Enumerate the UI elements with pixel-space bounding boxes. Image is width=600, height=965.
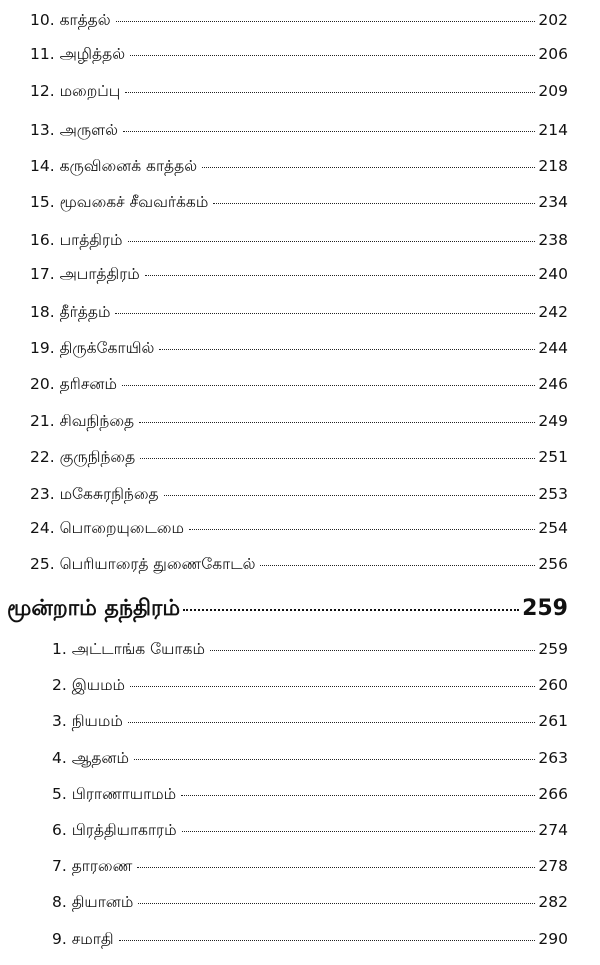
toc-entry-label: 12. மறைப்பு [30, 82, 121, 100]
dot-leader [134, 759, 535, 760]
toc-entry [52, 675, 568, 695]
toc-entry-page: 238 [538, 231, 568, 249]
dot-leader [182, 831, 536, 832]
toc-entry-label: 17. அபாத்திரம் [30, 265, 140, 283]
dot-leader [210, 650, 535, 651]
dot-leader [181, 795, 535, 796]
toc-entry-label: 2. இயமம் [52, 676, 126, 694]
toc-entry-label: 23. மகேசுரநிந்தை [30, 485, 159, 503]
toc-entry-label: 22. குருநிந்தை [30, 448, 136, 466]
toc-entry-label: 1. அட்டாங்க யோகம் [52, 640, 205, 658]
toc-entry-label: 24. பொறையுடைமை [30, 519, 184, 537]
toc-entry [52, 784, 568, 804]
toc-entry-label: 25. பெரியாரைத் துணைகோடல் [30, 555, 256, 573]
toc-entry [30, 264, 568, 284]
toc-entry-page: 234 [538, 193, 568, 211]
toc-entry [30, 44, 568, 64]
dot-leader [202, 167, 535, 168]
toc-entry-page: 282 [538, 893, 568, 911]
dot-leader [115, 313, 535, 314]
toc-entry-page: 259 [538, 640, 568, 658]
toc-entry [30, 518, 568, 538]
toc-entry-page: 209 [538, 82, 568, 100]
toc-entry-page: 260 [538, 676, 568, 694]
toc-entry-label: 8. தியானம் [52, 893, 134, 911]
dot-leader [130, 55, 535, 56]
dot-leader [123, 131, 535, 132]
dot-leader [138, 903, 535, 904]
dot-leader [128, 241, 536, 242]
toc-entry-label: 13. அருளல் [30, 121, 119, 139]
toc-entry-page: 251 [538, 448, 568, 466]
toc-entry-page: 278 [538, 857, 568, 875]
toc-entry-label: 9. சமாதி [52, 930, 114, 948]
dot-leader [130, 686, 535, 687]
toc-entry [30, 81, 568, 101]
toc-entry-label: 18. தீர்த்தம் [30, 303, 111, 321]
toc-entry-label: 15. மூவகைச் சீவவர்க்கம் [30, 193, 209, 211]
toc-entry [52, 748, 568, 768]
toc-entry-label: 5. பிராணாயாமம் [52, 785, 177, 803]
toc-entry-page: 290 [538, 930, 568, 948]
dot-leader [260, 565, 535, 566]
dot-leader [125, 92, 535, 93]
toc-entry-page: 218 [538, 157, 568, 175]
toc-entry [52, 639, 568, 659]
toc-entry [30, 411, 568, 431]
section-heading-label: மூன்றாம் தந்திரம் [7, 596, 181, 621]
toc-entry [30, 302, 568, 322]
toc-entry [52, 929, 568, 949]
toc-entry-page: 246 [538, 375, 568, 393]
dot-leader [139, 422, 535, 423]
toc-entry-label: 21. சிவநிந்தை [30, 412, 135, 430]
dot-leader [128, 722, 536, 723]
section-heading [7, 595, 568, 623]
toc-entry-page: 256 [538, 555, 568, 573]
toc-entry-label: 3. நியமம் [52, 712, 123, 730]
toc-entry [30, 554, 568, 574]
toc-entry [30, 447, 568, 467]
dot-leader [159, 349, 535, 350]
toc-entry [30, 230, 568, 250]
toc-entry [52, 892, 568, 912]
toc-entry-label: 11. அழித்தல் [30, 45, 126, 63]
toc-entry-label: 6. பிரத்தியாகாரம் [52, 821, 177, 839]
toc-entry-label: 4. ஆதனம் [52, 749, 129, 767]
toc-entry [52, 856, 568, 876]
toc-entry-page: 214 [538, 121, 568, 139]
toc-entry-page: 266 [538, 785, 568, 803]
toc-entry [30, 156, 568, 176]
toc-entry-label: 10. காத்தல் [30, 11, 111, 29]
toc-entry-label: 16. பாத்திரம் [30, 231, 123, 249]
dot-leader [164, 495, 536, 496]
toc-entry-page: 263 [538, 749, 568, 767]
dot-leader [122, 385, 535, 386]
toc-entry [30, 10, 568, 30]
dot-leader [213, 203, 535, 204]
toc-entry-page: 261 [538, 712, 568, 730]
dot-leader [145, 275, 536, 276]
dot-leader [140, 458, 535, 459]
toc-entry-label: 20. தரிசனம் [30, 375, 117, 393]
toc-entry [52, 820, 568, 840]
toc-entry-page: 254 [538, 519, 568, 537]
toc-entry [30, 192, 568, 212]
toc-entry [30, 374, 568, 394]
toc-entry [30, 120, 568, 140]
toc-entry [52, 711, 568, 731]
toc-entry [30, 338, 568, 358]
dot-leader [183, 609, 519, 611]
toc-entry-page: 206 [538, 45, 568, 63]
toc-entry-page: 253 [538, 485, 568, 503]
toc-entry-page: 249 [538, 412, 568, 430]
toc-entry-page: 240 [538, 265, 568, 283]
dot-leader [137, 867, 535, 868]
toc-entry-page: 202 [538, 11, 568, 29]
toc-entry [30, 484, 568, 504]
section-heading-page: 259 [522, 596, 568, 621]
toc-entry-page: 242 [538, 303, 568, 321]
toc-entry-label: 14. கருவினைக் காத்தல் [30, 157, 198, 175]
dot-leader [116, 21, 536, 22]
toc-entry-page: 274 [538, 821, 568, 839]
dot-leader [189, 529, 535, 530]
dot-leader [119, 940, 536, 941]
toc-entry-label: 19. திருக்கோயில் [30, 339, 155, 357]
toc-entry-page: 244 [538, 339, 568, 357]
toc-entry-label: 7. தாரணை [52, 857, 133, 875]
